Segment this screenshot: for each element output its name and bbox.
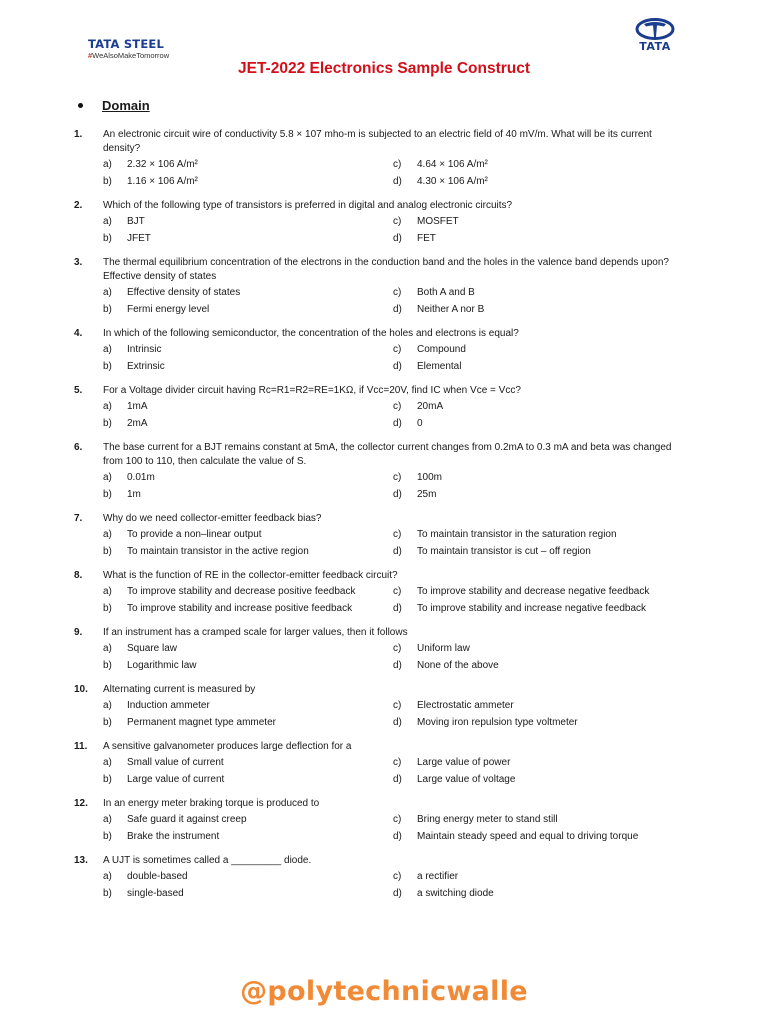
option-text: 25m xyxy=(417,489,437,500)
option-text: Neither A nor B xyxy=(417,304,485,315)
option-letter: c) xyxy=(393,529,402,540)
option-grid xyxy=(103,343,684,374)
question-number: 2. xyxy=(74,200,83,211)
option-letter: b) xyxy=(103,774,112,785)
option-letter: d) xyxy=(393,418,402,429)
answer-option xyxy=(393,659,683,673)
option-grid xyxy=(103,756,684,787)
option-letter: d) xyxy=(393,603,402,614)
option-grid xyxy=(103,585,684,616)
option-text: FET xyxy=(417,233,436,244)
option-text: 2.32 × 106 A/m² xyxy=(127,159,198,170)
answer-option xyxy=(393,360,683,374)
option-grid xyxy=(103,400,684,431)
option-letter: b) xyxy=(103,361,112,372)
question-item xyxy=(74,128,684,189)
section-heading: Domain xyxy=(102,98,150,113)
answer-option xyxy=(393,303,683,317)
option-letter: b) xyxy=(103,233,112,244)
answer-option xyxy=(103,215,393,229)
option-text: Fermi energy level xyxy=(127,304,210,315)
answer-option xyxy=(103,773,393,787)
option-text: Induction ammeter xyxy=(127,700,210,711)
question-number: 8. xyxy=(74,570,83,581)
answer-option xyxy=(393,232,683,246)
option-letter: c) xyxy=(393,216,402,227)
option-grid xyxy=(103,286,684,317)
option-text: 0 xyxy=(417,418,423,429)
option-letter: a) xyxy=(103,643,112,654)
answer-option xyxy=(103,756,393,770)
option-text: double-based xyxy=(127,871,188,882)
option-letter: a) xyxy=(103,586,112,597)
answer-option xyxy=(103,699,393,713)
answer-option xyxy=(393,158,683,172)
answer-option xyxy=(393,528,683,542)
question-item xyxy=(74,256,684,317)
option-letter: a) xyxy=(103,757,112,768)
question-text: A UJT is sometimes called a _________ diode. xyxy=(103,855,312,866)
answer-option xyxy=(103,360,393,374)
answer-option xyxy=(393,471,683,485)
option-grid xyxy=(103,471,684,502)
answer-option xyxy=(103,642,393,656)
answer-option xyxy=(393,773,683,787)
answer-option xyxy=(103,870,393,884)
option-grid xyxy=(103,813,684,844)
option-text: To improve stability and decrease positive feedback xyxy=(127,586,356,597)
answer-option xyxy=(103,343,393,357)
option-letter: c) xyxy=(393,586,402,597)
question-text: What is the function of RE in the collector-emitter feedback circuit? xyxy=(103,570,398,581)
answer-option xyxy=(393,813,683,827)
option-text: single-based xyxy=(127,888,184,899)
question-item xyxy=(74,199,684,246)
brand-name: TATA STEEL xyxy=(88,37,164,51)
option-letter: b) xyxy=(103,489,112,500)
answer-option xyxy=(393,417,683,431)
tata-logo xyxy=(628,18,682,53)
option-letter: c) xyxy=(393,871,402,882)
option-letter: a) xyxy=(103,472,112,483)
answer-option xyxy=(393,870,683,884)
option-text: a rectifier xyxy=(417,871,459,882)
option-grid xyxy=(103,215,684,246)
question-text: The base current for a BJT remains constant at 5mA, the collector current changes from 0.2mA to 0.3 mA and beta was changed from 100 to 110, then calculate the value of S. xyxy=(103,442,672,467)
answer-option xyxy=(103,400,393,414)
answer-option xyxy=(393,642,683,656)
option-text: Brake the instrument xyxy=(127,831,220,842)
answer-option xyxy=(393,887,683,901)
question-number: 5. xyxy=(74,385,83,396)
option-text: Safe guard it against creep xyxy=(127,814,247,825)
question-item xyxy=(74,327,684,374)
option-letter: c) xyxy=(393,287,402,298)
option-grid xyxy=(103,158,684,189)
answer-option xyxy=(393,343,683,357)
answer-option xyxy=(393,545,683,559)
option-letter: d) xyxy=(393,717,402,728)
option-letter: a) xyxy=(103,700,112,711)
answer-option xyxy=(103,232,393,246)
answer-option xyxy=(393,400,683,414)
option-text: Permanent magnet type ammeter xyxy=(127,717,276,728)
question-number: 3. xyxy=(74,257,83,268)
option-letter: a) xyxy=(103,871,112,882)
question-item xyxy=(74,384,684,431)
option-text: To improve stability and decrease negative feedback xyxy=(417,586,650,597)
question-text: In which of the following semiconductor, the concentration of the holes and electrons is equal? xyxy=(103,328,519,339)
option-text: BJT xyxy=(127,216,145,227)
option-letter: b) xyxy=(103,888,112,899)
option-text: Uniform law xyxy=(417,643,470,654)
option-letter: b) xyxy=(103,546,112,557)
answer-option xyxy=(393,585,683,599)
answer-option xyxy=(103,417,393,431)
question-number: 6. xyxy=(74,442,83,453)
answer-option xyxy=(103,659,393,673)
answer-option xyxy=(393,756,683,770)
option-letter: a) xyxy=(103,159,112,170)
answer-option xyxy=(103,303,393,317)
option-letter: c) xyxy=(393,757,402,768)
option-letter: a) xyxy=(103,287,112,298)
option-letter: c) xyxy=(393,344,402,355)
option-text: 2mA xyxy=(127,418,148,429)
watermark: @polytechnicwalle xyxy=(240,976,528,1007)
option-letter: a) xyxy=(103,344,112,355)
question-list xyxy=(74,128,684,911)
question-text: A sensitive galvanometer produces large deflection for a xyxy=(103,741,352,752)
answer-option xyxy=(103,585,393,599)
option-text: Moving iron repulsion type voltmeter xyxy=(417,717,578,728)
answer-option xyxy=(393,175,683,189)
answer-option xyxy=(103,545,393,559)
tata-steel-logo xyxy=(88,38,198,60)
question-number: 12. xyxy=(74,798,88,809)
option-letter: b) xyxy=(103,717,112,728)
answer-option xyxy=(103,602,393,616)
answer-option xyxy=(393,602,683,616)
option-letter: d) xyxy=(393,361,402,372)
option-text: To maintain transistor in the saturation region xyxy=(417,529,617,540)
option-letter: d) xyxy=(393,660,402,671)
option-letter: c) xyxy=(393,159,402,170)
option-text: To improve stability and increase positive feedback xyxy=(127,603,353,614)
brand-tagline xyxy=(88,51,198,60)
question-item xyxy=(74,797,684,844)
option-text: Maintain steady speed and equal to driving torque xyxy=(417,831,639,842)
option-text: Bring energy meter to stand still xyxy=(417,814,558,825)
answer-option xyxy=(103,830,393,844)
question-item xyxy=(74,854,684,901)
option-text: 0.01m xyxy=(127,472,155,483)
option-letter: a) xyxy=(103,529,112,540)
option-text: 4.30 × 106 A/m² xyxy=(417,176,488,187)
option-letter: b) xyxy=(103,304,112,315)
option-letter: c) xyxy=(393,700,402,711)
option-grid xyxy=(103,642,684,673)
option-text: Large value of voltage xyxy=(417,774,516,785)
option-text: Square law xyxy=(127,643,178,654)
question-item xyxy=(74,740,684,787)
option-text: Effective density of states xyxy=(127,287,241,298)
option-text: JFET xyxy=(127,233,151,244)
question-text: For a Voltage divider circuit having Rc=R1=R2=RE=1KΩ, if Vcc=20V, find IC when Vce = Vcc? xyxy=(103,385,521,396)
option-letter: a) xyxy=(103,814,112,825)
answer-option xyxy=(393,699,683,713)
tagline-hash: # xyxy=(88,51,93,60)
question-number: 10. xyxy=(74,684,88,695)
answer-option xyxy=(393,488,683,502)
option-letter: d) xyxy=(393,546,402,557)
option-text: Large value of power xyxy=(417,757,511,768)
question-text: The thermal equilibrium concentration of the electrons in the conduction band and the holes in the valence band depends upon? Effective density of states xyxy=(103,257,669,282)
option-letter: b) xyxy=(103,418,112,429)
answer-option xyxy=(103,175,393,189)
question-text: Which of the following type of transistors is preferred in digital and analog electronic circuits? xyxy=(103,200,513,211)
page-title: JET-2022 Electronics Sample Construct xyxy=(237,60,531,77)
question-item xyxy=(74,626,684,673)
question-number: 1. xyxy=(74,129,83,140)
section-domain xyxy=(78,98,150,113)
option-text: To improve stability and increase negative feedback xyxy=(417,603,647,614)
option-letter: b) xyxy=(103,603,112,614)
option-letter: a) xyxy=(103,216,112,227)
option-text: Elemental xyxy=(417,361,462,372)
option-letter: b) xyxy=(103,831,112,842)
answer-option xyxy=(393,215,683,229)
option-grid xyxy=(103,699,684,730)
option-letter: b) xyxy=(103,176,112,187)
option-letter: a) xyxy=(103,401,112,412)
answer-option xyxy=(103,813,393,827)
option-text: Extrinsic xyxy=(127,361,165,372)
option-text: Intrinsic xyxy=(127,344,162,355)
question-number: 11. xyxy=(74,741,88,752)
option-text: To provide a non–linear output xyxy=(127,529,262,540)
question-number: 7. xyxy=(74,513,83,524)
option-text: 4.64 × 106 A/m² xyxy=(417,159,488,170)
option-text: 1mA xyxy=(127,401,148,412)
bullet-icon xyxy=(78,103,83,108)
tagline-text: WeAlsoMakeTomorrow xyxy=(92,51,170,60)
option-text: None of the above xyxy=(417,660,499,671)
question-number: 9. xyxy=(74,627,83,638)
tata-wordmark: TATA xyxy=(639,40,671,53)
option-letter: c) xyxy=(393,472,402,483)
option-text: Electrostatic ammeter xyxy=(417,700,514,711)
option-text: Both A and B xyxy=(417,287,475,298)
option-letter: c) xyxy=(393,401,402,412)
option-letter: c) xyxy=(393,814,402,825)
question-item xyxy=(74,512,684,559)
option-letter: d) xyxy=(393,888,402,899)
question-item xyxy=(74,441,684,502)
answer-option xyxy=(103,471,393,485)
option-text: 100m xyxy=(417,472,443,483)
answer-option xyxy=(393,716,683,730)
option-letter: d) xyxy=(393,831,402,842)
tata-emblem-icon xyxy=(635,18,675,40)
option-grid xyxy=(103,870,684,901)
option-grid xyxy=(103,528,684,559)
option-letter: b) xyxy=(103,660,112,671)
answer-option xyxy=(393,830,683,844)
answer-option xyxy=(103,158,393,172)
option-text: 1.16 × 106 A/m² xyxy=(127,176,198,187)
question-text: An electronic circuit wire of conductivity 5.8 × 107 mho-m is subjected to an electric field of 40 mV/m. What will be its current density? xyxy=(103,129,652,154)
option-letter: d) xyxy=(393,774,402,785)
option-letter: d) xyxy=(393,176,402,187)
option-letter: d) xyxy=(393,304,402,315)
option-text: To maintain transistor is cut – off region xyxy=(417,546,591,557)
question-number: 4. xyxy=(74,328,83,339)
question-item xyxy=(74,683,684,730)
option-text: a switching diode xyxy=(417,888,494,899)
answer-option xyxy=(103,528,393,542)
question-number: 13. xyxy=(74,855,88,866)
option-text: To maintain transistor in the active region xyxy=(127,546,309,557)
answer-option xyxy=(103,887,393,901)
answer-option xyxy=(103,488,393,502)
option-text: MOSFET xyxy=(417,216,459,227)
answer-option xyxy=(393,286,683,300)
question-text: If an instrument has a cramped scale for larger values, then it follows xyxy=(103,627,408,638)
option-letter: d) xyxy=(393,489,402,500)
question-text: Alternating current is measured by xyxy=(103,684,256,695)
option-letter: d) xyxy=(393,233,402,244)
option-text: Large value of current xyxy=(127,774,225,785)
answer-option xyxy=(103,286,393,300)
option-text: Small value of current xyxy=(127,757,224,768)
question-text: Why do we need collector-emitter feedback bias? xyxy=(103,513,322,524)
option-text: Compound xyxy=(417,344,466,355)
option-text: 1m xyxy=(127,489,141,500)
answer-option xyxy=(103,716,393,730)
question-item xyxy=(74,569,684,616)
option-text: Logarithmic law xyxy=(127,660,197,671)
option-text: 20mA xyxy=(417,401,444,412)
option-letter: c) xyxy=(393,643,402,654)
question-text: In an energy meter braking torque is produced to xyxy=(103,798,320,809)
